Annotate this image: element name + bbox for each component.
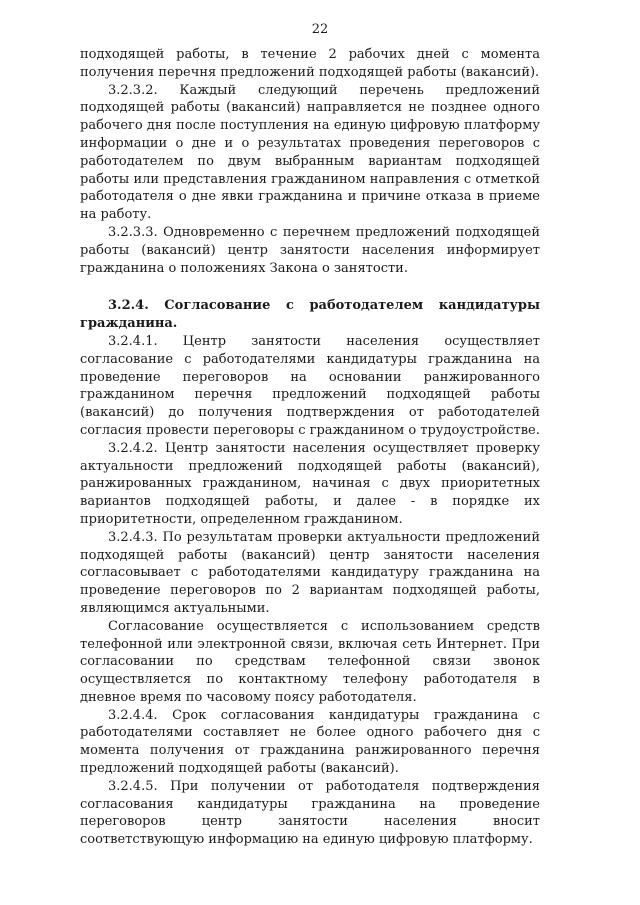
paragraph-3-2-3-3: 3.2.3.3. Одновременно с перечнем предложений подходящей работы (вакансий) центр занятости населения информирует гражданина о положениях Закона о занятости.	[80, 224, 540, 276]
paragraph-3-2-4-3: 3.2.4.3. По результатам проверки актуальности предложений подходящей работы (вакансий) центр занятости населения согласовывает с работодателями кандидатуру гражданина на проведение переговоров по 2 вариантам подходящей работы, являющимся актуальными.	[80, 529, 540, 616]
paragraph-3-2-4-5: 3.2.4.5. При получении от работодателя подтверждения согласования кандидатуры гражданина на проведение переговоров центр занятости населения вносит соответствующую информацию на единую цифровую платформу.	[80, 778, 540, 848]
paragraph-3-2-3-2: 3.2.3.2. Каждый следующий перечень предложений подходящей работы (вакансий) направляется не позднее одного рабочего дня после поступления на единую цифровую платформу информации о дне и о результатах проведения переговоров с работодателем по двум выбранным вариантам подходящей работы или представления гражданином направления с отметкой работодателя о дне явки гражданина и причине отказа в приеме на работу.	[80, 82, 540, 223]
page-number: 22	[311, 22, 329, 37]
paragraph-approval-methods: Согласование осуществляется с использованием средств телефонной или электронной связи, включая сеть Интернет. При согласовании по средствам телефонной связи звонок осуществляется по контактному телефону работодателя в дневное время по часовому поясу работодателя.	[80, 618, 540, 705]
section-gap	[80, 277, 540, 297]
paragraph-3-2-4-4: 3.2.4.4. Срок согласования кандидатуры гражданина с работодателями составляет не более одного рабочего дня с момента получения от гражданина ранжированного перечня предложений подходящей работы (вакансий).	[80, 707, 540, 777]
section-heading-3-2-4: 3.2.4. Согласование с работодателем кандидатуры гражданина.	[80, 298, 540, 332]
paragraph-3-2-4-2: 3.2.4.2. Центр занятости населения осуществляет проверку актуальности предложений подходящей работы (вакансий), ранжированных гражданином, начиная с двух приоритетных вариантов подходящей работы, и далее - в порядке их приоритетности, определенном гражданином.	[80, 440, 540, 527]
paragraph-3-2-4-1: 3.2.4.1. Центр занятости населения осуществляет согласование с работодателями кандидатуры гражданина на проведение переговоров на основании ранжированного гражданином перечня предложений подходящей работы (вакансий) до получения подтверждения от работодателей согласия провести переговоры с гражданином о трудоустройстве.	[80, 333, 540, 438]
document-body	[80, 46, 540, 849]
paragraph-continuation: подходящей работы, в течение 2 рабочих дней с момента получения перечня предложений подходящей работы (вакансий).	[80, 47, 540, 80]
